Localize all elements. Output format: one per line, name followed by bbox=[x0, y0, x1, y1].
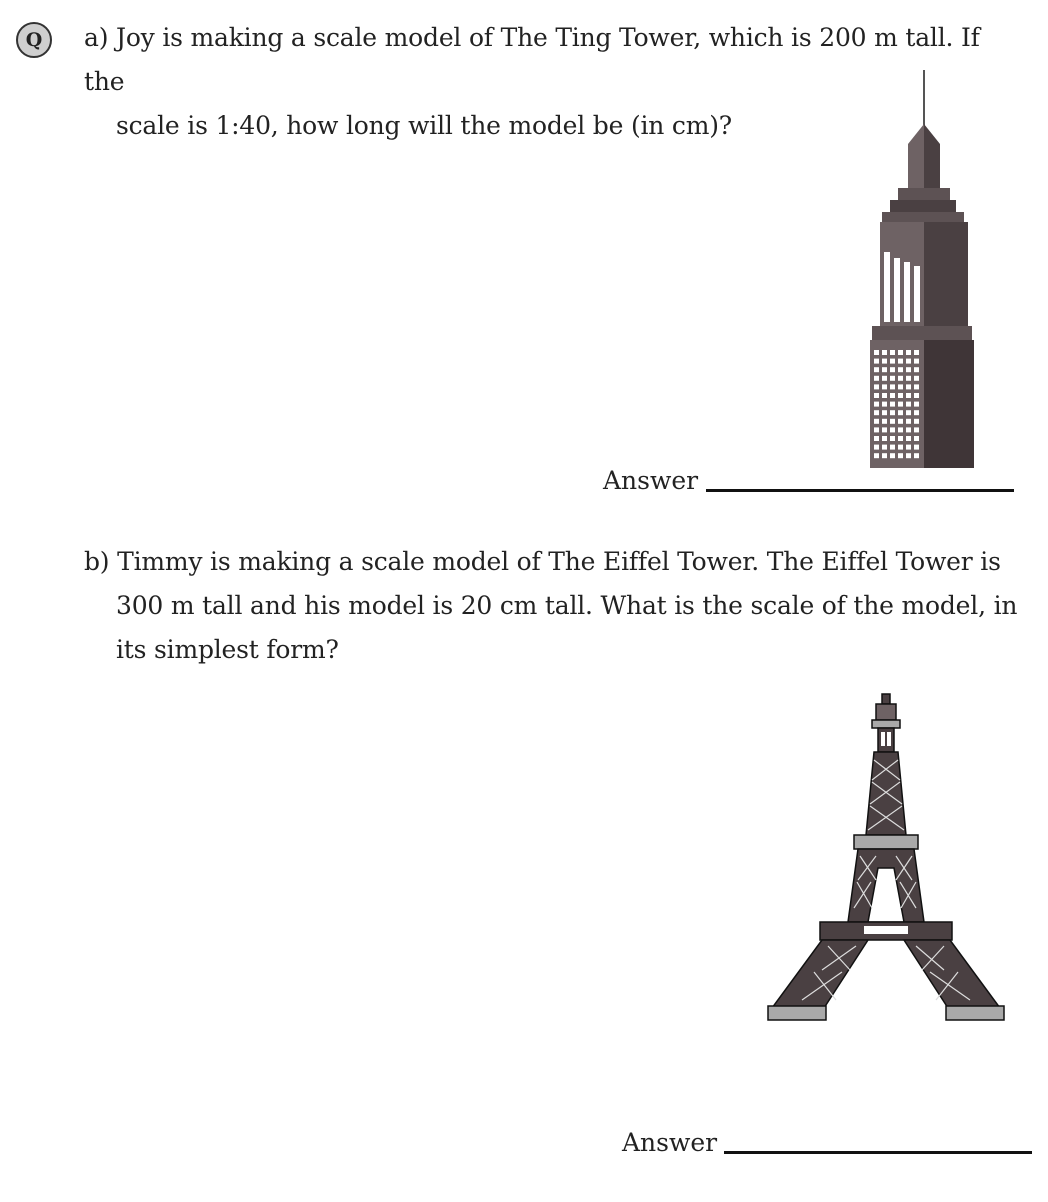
tower-window bbox=[882, 350, 887, 355]
part-a-line-2: scale is 1:40, how long will the model be (in cm)? bbox=[116, 111, 733, 140]
tower-window bbox=[882, 359, 887, 364]
tower-window bbox=[874, 350, 879, 355]
ting-tower-icon bbox=[862, 70, 978, 470]
tower-window bbox=[874, 393, 879, 398]
tower-window bbox=[898, 367, 903, 372]
tower-window bbox=[898, 445, 903, 450]
tower-window bbox=[898, 410, 903, 415]
tower-window bbox=[914, 393, 919, 398]
part-b-line-3: its simplest form? bbox=[116, 635, 339, 664]
answer-a-line[interactable] bbox=[706, 489, 1014, 492]
tower-window bbox=[890, 427, 895, 432]
tower-window bbox=[906, 402, 911, 407]
tower-window bbox=[890, 376, 895, 381]
tower-window bbox=[882, 402, 887, 407]
tower-window bbox=[906, 453, 911, 458]
tower-window bbox=[898, 359, 903, 364]
part-b-line-1: b) Timmy is making a scale model of The Eiffel Tower. The Eiffel Tower is bbox=[84, 547, 1001, 576]
question-badge: Q bbox=[16, 22, 52, 58]
tower-window bbox=[914, 410, 919, 415]
part-b-line-2: 300 m tall and his model is 20 cm tall. What is the scale of the model, in bbox=[116, 591, 1018, 620]
tower-window bbox=[906, 350, 911, 355]
tower-window bbox=[874, 445, 879, 450]
tower-window bbox=[874, 410, 879, 415]
tower-window bbox=[898, 393, 903, 398]
eiffel-tower-icon bbox=[764, 690, 1014, 1030]
tower-window bbox=[890, 436, 895, 441]
tower-window bbox=[914, 384, 919, 389]
tower-window bbox=[906, 359, 911, 364]
tower-window bbox=[890, 393, 895, 398]
answer-b-line[interactable] bbox=[724, 1151, 1032, 1154]
tower-window bbox=[898, 436, 903, 441]
tower-window bbox=[898, 384, 903, 389]
tower-window bbox=[890, 453, 895, 458]
tower-window bbox=[914, 419, 919, 424]
tower-window bbox=[882, 419, 887, 424]
tower-window bbox=[906, 393, 911, 398]
tower-window bbox=[906, 384, 911, 389]
tower-window bbox=[906, 410, 911, 415]
tower-window bbox=[874, 384, 879, 389]
tower-window bbox=[906, 427, 911, 432]
tower-window bbox=[874, 359, 879, 364]
tower-window bbox=[882, 427, 887, 432]
tower-window bbox=[906, 376, 911, 381]
tower-window bbox=[882, 445, 887, 450]
tower-window bbox=[906, 367, 911, 372]
tower-window bbox=[874, 376, 879, 381]
tower-window bbox=[914, 367, 919, 372]
tower-window bbox=[874, 419, 879, 424]
tower-window bbox=[906, 436, 911, 441]
tower-window bbox=[890, 410, 895, 415]
tower-window bbox=[890, 419, 895, 424]
tower-window bbox=[874, 367, 879, 372]
tower-window bbox=[890, 350, 895, 355]
tower-window bbox=[882, 393, 887, 398]
tower-window bbox=[882, 410, 887, 415]
tower-window bbox=[906, 419, 911, 424]
tower-window bbox=[914, 427, 919, 432]
tower-window bbox=[914, 376, 919, 381]
question-part-b bbox=[84, 540, 1024, 672]
tower-window bbox=[914, 445, 919, 450]
tower-window bbox=[898, 453, 903, 458]
tower-window bbox=[890, 367, 895, 372]
tower-window bbox=[914, 350, 919, 355]
tower-window bbox=[882, 376, 887, 381]
tower-window bbox=[890, 359, 895, 364]
tower-window bbox=[882, 384, 887, 389]
tower-window bbox=[882, 367, 887, 372]
part-a-line-1: a) Joy is making a scale model of The Ting Tower, which is 200 m tall. If the bbox=[84, 23, 980, 96]
tower-window bbox=[898, 419, 903, 424]
tower-window bbox=[882, 436, 887, 441]
tower-window bbox=[898, 350, 903, 355]
tower-window bbox=[898, 427, 903, 432]
tower-window bbox=[914, 453, 919, 458]
answer-b-label: Answer bbox=[622, 1128, 718, 1157]
tower-window bbox=[890, 402, 895, 407]
tower-window bbox=[914, 402, 919, 407]
tower-window bbox=[890, 445, 895, 450]
tower-window bbox=[914, 359, 919, 364]
tower-window bbox=[874, 402, 879, 407]
answer-a-label: Answer bbox=[603, 466, 699, 495]
tower-window bbox=[874, 427, 879, 432]
tower-window bbox=[890, 384, 895, 389]
tower-window bbox=[882, 453, 887, 458]
tower-window bbox=[874, 436, 879, 441]
tower-window bbox=[914, 436, 919, 441]
tower-window bbox=[906, 445, 911, 450]
tower-window bbox=[874, 453, 879, 458]
tower-window bbox=[898, 376, 903, 381]
tower-window bbox=[898, 402, 903, 407]
